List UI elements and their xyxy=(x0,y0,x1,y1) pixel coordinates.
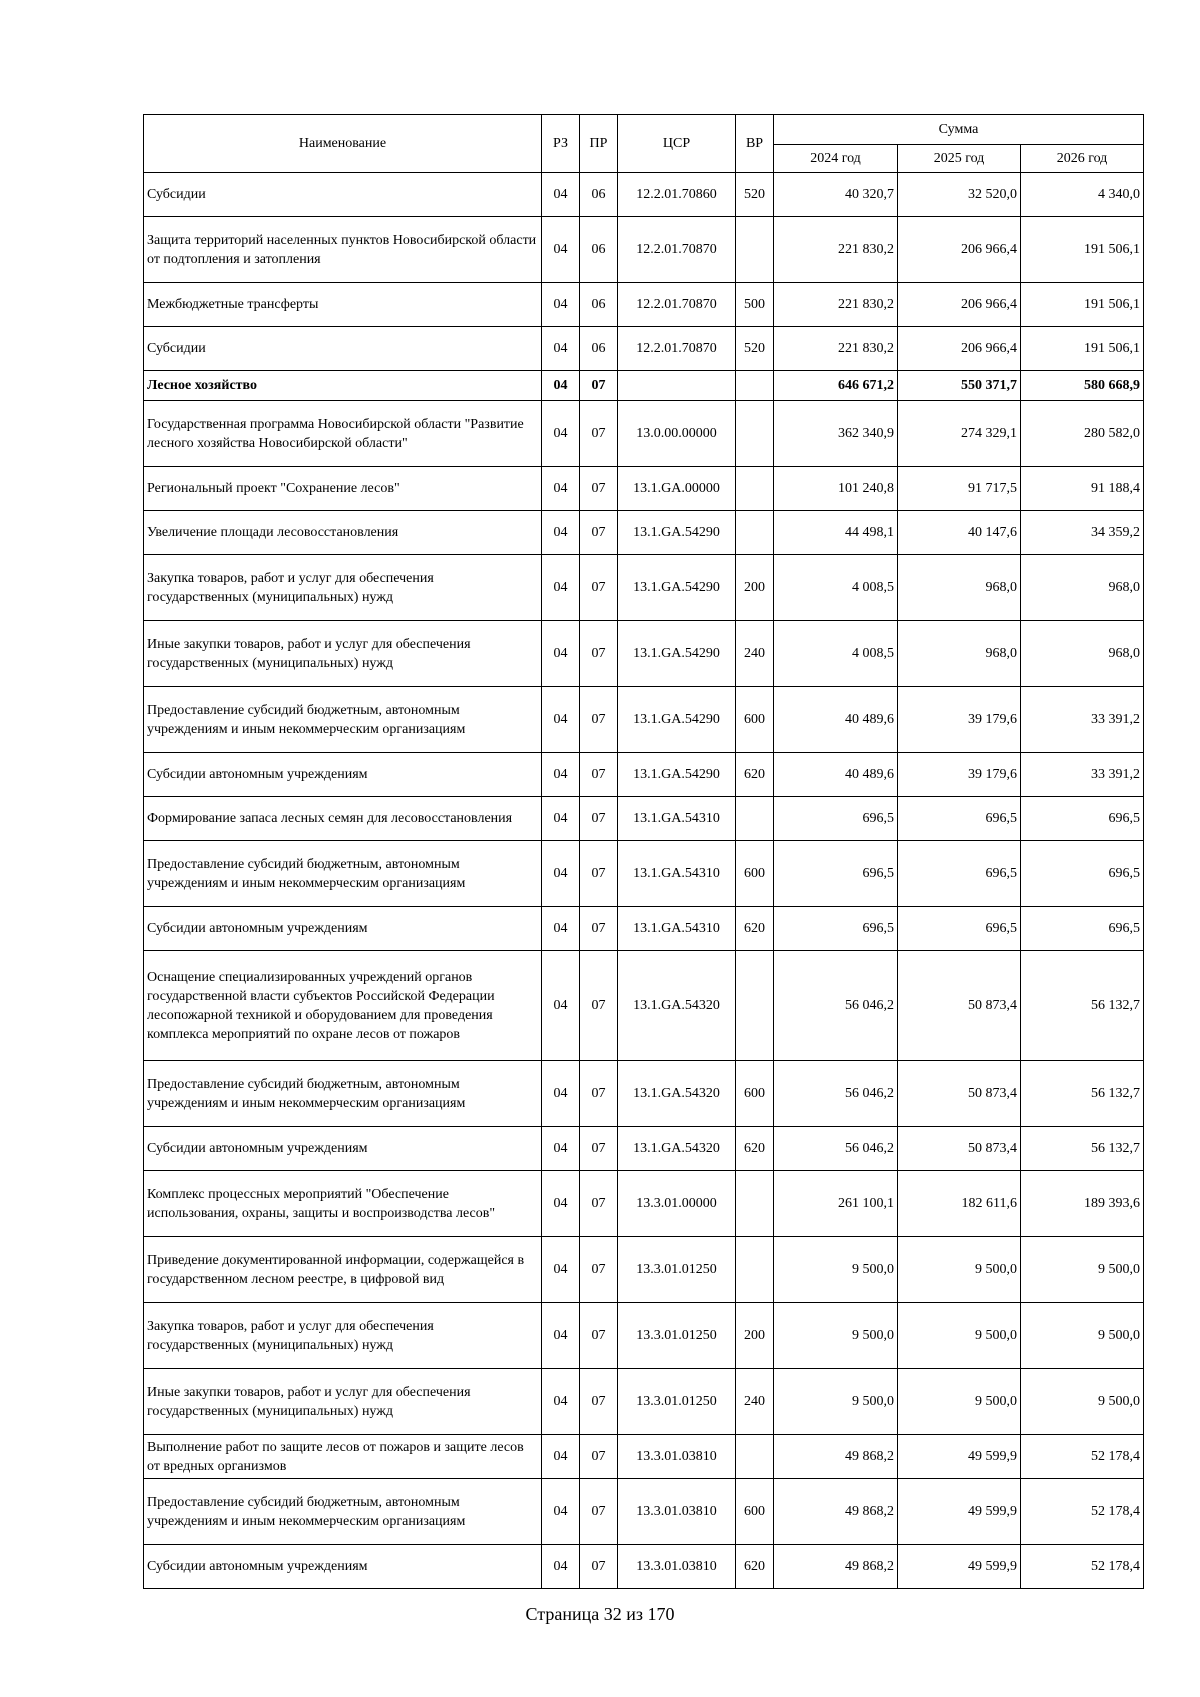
cell-vr: 620 xyxy=(736,907,774,951)
cell-v2024: 40 320,7 xyxy=(774,173,898,217)
cell-name: Субсидии xyxy=(144,327,542,371)
cell-v2026: 56 132,7 xyxy=(1021,951,1144,1061)
cell-csr: 13.1.GA.00000 xyxy=(618,467,736,511)
table-row xyxy=(144,217,1144,283)
table-row xyxy=(144,753,1144,797)
cell-pr: 06 xyxy=(580,283,618,327)
cell-vr: 600 xyxy=(736,1479,774,1545)
cell-csr: 13.3.01.01250 xyxy=(618,1303,736,1369)
cell-pr: 07 xyxy=(580,907,618,951)
cell-csr xyxy=(618,371,736,401)
cell-name: Выполнение работ по защите лесов от пожаров и защите лесов от вредных организмов xyxy=(144,1435,542,1479)
cell-v2026: 968,0 xyxy=(1021,621,1144,687)
cell-v2025: 40 147,6 xyxy=(898,511,1021,555)
header-year-2024: 2024 год xyxy=(774,145,898,173)
cell-v2025: 50 873,4 xyxy=(898,1061,1021,1127)
table-row xyxy=(144,327,1144,371)
table-row xyxy=(144,1237,1144,1303)
cell-name: Субсидии xyxy=(144,173,542,217)
table-row xyxy=(144,951,1144,1061)
cell-v2024: 4 008,5 xyxy=(774,555,898,621)
page-number: Страница 32 из 170 xyxy=(525,1604,675,1624)
cell-vr: 600 xyxy=(736,841,774,907)
header-csr: ЦСР xyxy=(618,115,736,173)
cell-csr: 13.1.GA.54290 xyxy=(618,555,736,621)
cell-v2026: 696,5 xyxy=(1021,797,1144,841)
cell-vr: 620 xyxy=(736,1545,774,1589)
cell-csr: 13.1.GA.54310 xyxy=(618,907,736,951)
cell-csr: 12.2.01.70870 xyxy=(618,283,736,327)
cell-v2026: 33 391,2 xyxy=(1021,687,1144,753)
cell-vr: 500 xyxy=(736,283,774,327)
cell-rz: 04 xyxy=(542,371,580,401)
cell-name: Иные закупки товаров, работ и услуг для обеспечения государственных (муниципальных) нужд xyxy=(144,1369,542,1435)
table-row xyxy=(144,1303,1144,1369)
cell-name: Субсидии автономным учреждениям xyxy=(144,1127,542,1171)
cell-rz: 04 xyxy=(542,511,580,555)
cell-v2024: 40 489,6 xyxy=(774,753,898,797)
cell-csr: 13.1.GA.54310 xyxy=(618,797,736,841)
cell-pr: 07 xyxy=(580,1545,618,1589)
cell-v2026: 191 506,1 xyxy=(1021,283,1144,327)
cell-rz: 04 xyxy=(542,173,580,217)
cell-v2025: 32 520,0 xyxy=(898,173,1021,217)
cell-rz: 04 xyxy=(542,217,580,283)
cell-pr: 07 xyxy=(580,797,618,841)
cell-pr: 06 xyxy=(580,327,618,371)
cell-rz: 04 xyxy=(542,555,580,621)
cell-rz: 04 xyxy=(542,907,580,951)
cell-pr: 07 xyxy=(580,371,618,401)
cell-v2026: 696,5 xyxy=(1021,841,1144,907)
cell-pr: 07 xyxy=(580,401,618,467)
cell-v2025: 206 966,4 xyxy=(898,283,1021,327)
cell-v2026: 189 393,6 xyxy=(1021,1171,1144,1237)
cell-pr: 07 xyxy=(580,1303,618,1369)
cell-vr: 600 xyxy=(736,687,774,753)
cell-v2026: 33 391,2 xyxy=(1021,753,1144,797)
cell-csr: 12.2.01.70870 xyxy=(618,327,736,371)
cell-pr: 07 xyxy=(580,511,618,555)
cell-name: Предоставление субсидий бюджетным, автономным учреждениям и иным некоммерческим организациям xyxy=(144,1479,542,1545)
cell-name: Приведение документированной информации, содержащейся в государственном лесном реестре, в цифровой вид xyxy=(144,1237,542,1303)
cell-csr: 13.1.GA.54310 xyxy=(618,841,736,907)
cell-name: Региональный проект "Сохранение лесов" xyxy=(144,467,542,511)
cell-rz: 04 xyxy=(542,753,580,797)
cell-rz: 04 xyxy=(542,797,580,841)
cell-name: Увеличение площади лесовосстановления xyxy=(144,511,542,555)
table-row xyxy=(144,1545,1144,1589)
cell-v2025: 206 966,4 xyxy=(898,327,1021,371)
cell-v2026: 696,5 xyxy=(1021,907,1144,951)
header-row xyxy=(144,115,1144,145)
cell-vr xyxy=(736,1171,774,1237)
cell-v2025: 50 873,4 xyxy=(898,1127,1021,1171)
cell-name: Формирование запаса лесных семян для лесовосстановления xyxy=(144,797,542,841)
table-row xyxy=(144,687,1144,753)
cell-v2025: 49 599,9 xyxy=(898,1435,1021,1479)
cell-csr: 13.1.GA.54290 xyxy=(618,621,736,687)
cell-v2025: 49 599,9 xyxy=(898,1479,1021,1545)
cell-vr xyxy=(736,1435,774,1479)
cell-v2026: 191 506,1 xyxy=(1021,327,1144,371)
cell-name: Закупка товаров, работ и услуг для обеспечения государственных (муниципальных) нужд xyxy=(144,555,542,621)
cell-v2024: 696,5 xyxy=(774,841,898,907)
cell-v2025: 9 500,0 xyxy=(898,1237,1021,1303)
cell-name: Иные закупки товаров, работ и услуг для обеспечения государственных (муниципальных) нужд xyxy=(144,621,542,687)
table-row xyxy=(144,1369,1144,1435)
cell-v2025: 9 500,0 xyxy=(898,1369,1021,1435)
cell-v2024: 261 100,1 xyxy=(774,1171,898,1237)
cell-v2024: 221 830,2 xyxy=(774,327,898,371)
header-year-2026: 2026 год xyxy=(1021,145,1144,173)
cell-csr: 13.1.GA.54290 xyxy=(618,687,736,753)
cell-v2026: 9 500,0 xyxy=(1021,1237,1144,1303)
cell-v2025: 49 599,9 xyxy=(898,1545,1021,1589)
cell-vr xyxy=(736,1237,774,1303)
cell-vr: 200 xyxy=(736,555,774,621)
cell-v2026: 9 500,0 xyxy=(1021,1369,1144,1435)
cell-name: Предоставление субсидий бюджетным, автономным учреждениям и иным некоммерческим организациям xyxy=(144,687,542,753)
cell-pr: 07 xyxy=(580,1369,618,1435)
cell-pr: 06 xyxy=(580,173,618,217)
table-row xyxy=(144,797,1144,841)
cell-pr: 07 xyxy=(580,1127,618,1171)
cell-csr: 13.3.01.03810 xyxy=(618,1545,736,1589)
cell-vr xyxy=(736,951,774,1061)
cell-vr: 520 xyxy=(736,173,774,217)
cell-rz: 04 xyxy=(542,1127,580,1171)
cell-name: Оснащение специализированных учреждений органов государственной власти субъектов Российской Федерации лесопожарной техникой и оборудованием для проведения комплекса мероприятий по охране лесов от пожаров xyxy=(144,951,542,1061)
cell-name: Субсидии автономным учреждениям xyxy=(144,1545,542,1589)
table-body xyxy=(144,173,1144,1589)
cell-v2026: 91 188,4 xyxy=(1021,467,1144,511)
cell-rz: 04 xyxy=(542,1237,580,1303)
cell-v2025: 696,5 xyxy=(898,841,1021,907)
cell-csr: 13.3.01.00000 xyxy=(618,1171,736,1237)
cell-name: Комплекс процессных мероприятий "Обеспечение использования, охраны, защиты и воспроизводства лесов" xyxy=(144,1171,542,1237)
cell-csr: 13.1.GA.54320 xyxy=(618,1061,736,1127)
cell-csr: 13.3.01.03810 xyxy=(618,1435,736,1479)
header-name: Наименование xyxy=(144,115,542,173)
table-row xyxy=(144,1435,1144,1479)
cell-csr: 13.3.01.01250 xyxy=(618,1369,736,1435)
cell-v2024: 40 489,6 xyxy=(774,687,898,753)
header-vr: ВР xyxy=(736,115,774,173)
cell-v2025: 39 179,6 xyxy=(898,687,1021,753)
cell-v2025: 696,5 xyxy=(898,797,1021,841)
cell-v2025: 968,0 xyxy=(898,621,1021,687)
cell-vr: 240 xyxy=(736,621,774,687)
cell-pr: 07 xyxy=(580,467,618,511)
table-row xyxy=(144,173,1144,217)
cell-v2025: 968,0 xyxy=(898,555,1021,621)
cell-vr: 520 xyxy=(736,327,774,371)
cell-v2024: 221 830,2 xyxy=(774,217,898,283)
cell-v2025: 274 329,1 xyxy=(898,401,1021,467)
cell-v2024: 221 830,2 xyxy=(774,283,898,327)
cell-v2025: 39 179,6 xyxy=(898,753,1021,797)
cell-csr: 13.1.GA.54320 xyxy=(618,1127,736,1171)
cell-csr: 12.2.01.70870 xyxy=(618,217,736,283)
cell-rz: 04 xyxy=(542,401,580,467)
table-row xyxy=(144,621,1144,687)
cell-name: Предоставление субсидий бюджетным, автономным учреждениям и иным некоммерческим организациям xyxy=(144,1061,542,1127)
header-year-2025: 2025 год xyxy=(898,145,1021,173)
cell-v2025: 550 371,7 xyxy=(898,371,1021,401)
cell-vr xyxy=(736,797,774,841)
cell-vr: 600 xyxy=(736,1061,774,1127)
cell-v2026: 34 359,2 xyxy=(1021,511,1144,555)
cell-csr: 13.3.01.03810 xyxy=(618,1479,736,1545)
table-row xyxy=(144,371,1144,401)
table-row xyxy=(144,467,1144,511)
cell-pr: 07 xyxy=(580,1479,618,1545)
cell-v2024: 9 500,0 xyxy=(774,1369,898,1435)
cell-v2024: 646 671,2 xyxy=(774,371,898,401)
cell-csr: 13.1.GA.54320 xyxy=(618,951,736,1061)
cell-v2024: 49 868,2 xyxy=(774,1545,898,1589)
cell-v2026: 52 178,4 xyxy=(1021,1479,1144,1545)
cell-rz: 04 xyxy=(542,1303,580,1369)
cell-v2026: 9 500,0 xyxy=(1021,1303,1144,1369)
cell-name: Субсидии автономным учреждениям xyxy=(144,753,542,797)
budget-table xyxy=(143,114,1144,1589)
cell-rz: 04 xyxy=(542,621,580,687)
cell-name: Лесное хозяйство xyxy=(144,371,542,401)
cell-rz: 04 xyxy=(542,1171,580,1237)
cell-vr xyxy=(736,217,774,283)
cell-name: Защита территорий населенных пунктов Новосибирской области от подтопления и затопления xyxy=(144,217,542,283)
cell-pr: 07 xyxy=(580,841,618,907)
table-row xyxy=(144,401,1144,467)
cell-name: Субсидии автономным учреждениям xyxy=(144,907,542,951)
cell-vr xyxy=(736,511,774,555)
table-row xyxy=(144,283,1144,327)
table-row xyxy=(144,511,1144,555)
cell-vr: 620 xyxy=(736,1127,774,1171)
cell-vr xyxy=(736,371,774,401)
cell-v2024: 44 498,1 xyxy=(774,511,898,555)
table-row xyxy=(144,1127,1144,1171)
cell-pr: 06 xyxy=(580,217,618,283)
cell-v2024: 101 240,8 xyxy=(774,467,898,511)
cell-vr: 240 xyxy=(736,1369,774,1435)
cell-v2024: 696,5 xyxy=(774,797,898,841)
cell-rz: 04 xyxy=(542,1545,580,1589)
table-row xyxy=(144,1171,1144,1237)
cell-v2026: 280 582,0 xyxy=(1021,401,1144,467)
table-row xyxy=(144,1061,1144,1127)
cell-v2024: 49 868,2 xyxy=(774,1479,898,1545)
cell-v2025: 696,5 xyxy=(898,907,1021,951)
header-rz: РЗ xyxy=(542,115,580,173)
cell-pr: 07 xyxy=(580,951,618,1061)
cell-name: Предоставление субсидий бюджетным, автономным учреждениям и иным некоммерческим организациям xyxy=(144,841,542,907)
cell-pr: 07 xyxy=(580,1237,618,1303)
cell-rz: 04 xyxy=(542,1061,580,1127)
cell-vr: 620 xyxy=(736,753,774,797)
cell-v2024: 56 046,2 xyxy=(774,1127,898,1171)
cell-v2024: 696,5 xyxy=(774,907,898,951)
cell-pr: 07 xyxy=(580,621,618,687)
cell-v2025: 206 966,4 xyxy=(898,217,1021,283)
cell-csr: 13.3.01.01250 xyxy=(618,1237,736,1303)
cell-pr: 07 xyxy=(580,1061,618,1127)
cell-v2026: 968,0 xyxy=(1021,555,1144,621)
cell-rz: 04 xyxy=(542,951,580,1061)
cell-v2026: 4 340,0 xyxy=(1021,173,1144,217)
cell-csr: 13.1.GA.54290 xyxy=(618,753,736,797)
cell-v2024: 56 046,2 xyxy=(774,1061,898,1127)
cell-v2024: 9 500,0 xyxy=(774,1303,898,1369)
cell-rz: 04 xyxy=(542,841,580,907)
table-row xyxy=(144,555,1144,621)
cell-v2024: 49 868,2 xyxy=(774,1435,898,1479)
cell-name: Межбюджетные трансферты xyxy=(144,283,542,327)
cell-v2025: 9 500,0 xyxy=(898,1303,1021,1369)
cell-v2026: 52 178,4 xyxy=(1021,1435,1144,1479)
cell-vr: 200 xyxy=(736,1303,774,1369)
cell-rz: 04 xyxy=(542,687,580,753)
cell-v2026: 191 506,1 xyxy=(1021,217,1144,283)
cell-v2026: 52 178,4 xyxy=(1021,1545,1144,1589)
header-pr: ПР xyxy=(580,115,618,173)
cell-v2026: 56 132,7 xyxy=(1021,1127,1144,1171)
table-row xyxy=(144,1479,1144,1545)
cell-name: Государственная программа Новосибирской области "Развитие лесного хозяйства Новосибирской области" xyxy=(144,401,542,467)
cell-v2026: 56 132,7 xyxy=(1021,1061,1144,1127)
cell-pr: 07 xyxy=(580,687,618,753)
cell-pr: 07 xyxy=(580,753,618,797)
cell-rz: 04 xyxy=(542,467,580,511)
cell-v2024: 4 008,5 xyxy=(774,621,898,687)
cell-pr: 07 xyxy=(580,1171,618,1237)
header-sum: Сумма xyxy=(774,115,1144,145)
table-row xyxy=(144,907,1144,951)
cell-csr: 13.0.00.00000 xyxy=(618,401,736,467)
cell-v2024: 56 046,2 xyxy=(774,951,898,1061)
cell-v2024: 362 340,9 xyxy=(774,401,898,467)
cell-pr: 07 xyxy=(580,555,618,621)
cell-vr xyxy=(736,467,774,511)
cell-v2025: 91 717,5 xyxy=(898,467,1021,511)
cell-pr: 07 xyxy=(580,1435,618,1479)
cell-name: Закупка товаров, работ и услуг для обеспечения государственных (муниципальных) нужд xyxy=(144,1303,542,1369)
cell-v2026: 580 668,9 xyxy=(1021,371,1144,401)
cell-rz: 04 xyxy=(542,327,580,371)
cell-csr: 12.2.01.70860 xyxy=(618,173,736,217)
cell-rz: 04 xyxy=(542,1435,580,1479)
cell-v2025: 50 873,4 xyxy=(898,951,1021,1061)
cell-csr: 13.1.GA.54290 xyxy=(618,511,736,555)
cell-v2025: 182 611,6 xyxy=(898,1171,1021,1237)
cell-v2024: 9 500,0 xyxy=(774,1237,898,1303)
cell-vr xyxy=(736,401,774,467)
cell-rz: 04 xyxy=(542,1479,580,1545)
cell-rz: 04 xyxy=(542,1369,580,1435)
table-row xyxy=(144,841,1144,907)
cell-rz: 04 xyxy=(542,283,580,327)
